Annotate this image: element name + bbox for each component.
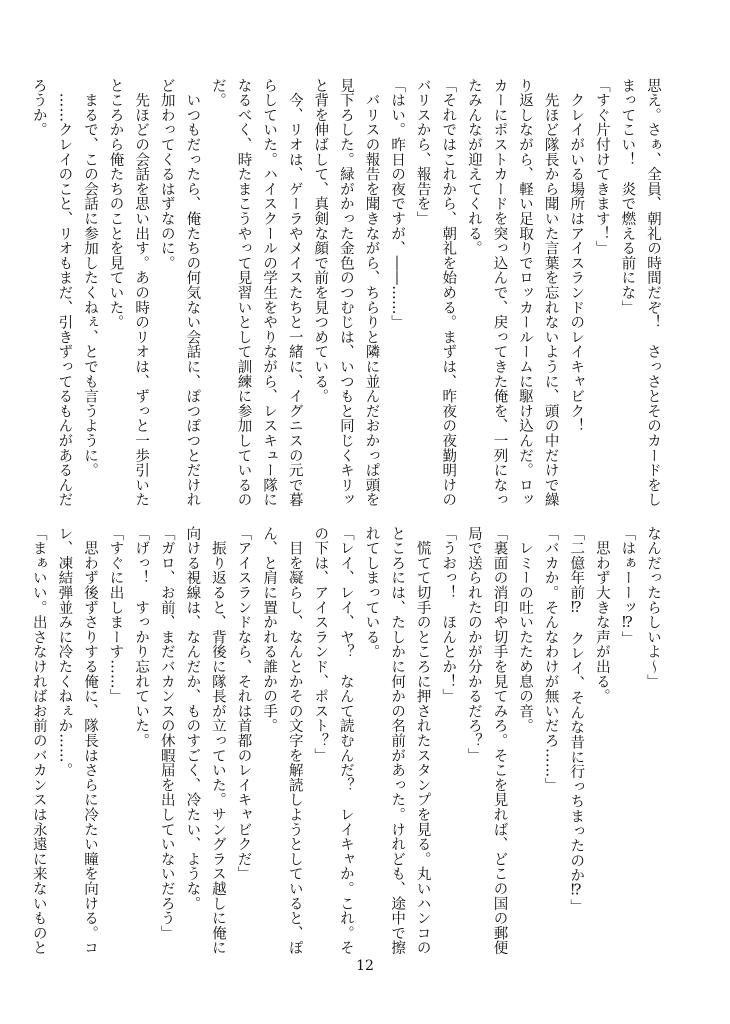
text-line: たみんなが迎えてくれる。	[465, 78, 482, 256]
text-line: 先ほどの会話を思い出す。あの時のリオは、ずっと一歩引いた	[133, 78, 150, 508]
text-line: 思わず大きな声が出る。	[593, 526, 610, 704]
text-line: と背を伸ばして、真剣な顔で前を見つめている。	[312, 78, 329, 404]
text-line: れてしまっている。	[363, 526, 380, 660]
text-line: 「はい。昨日の夜ですが、――……」	[389, 78, 406, 330]
text-line: 今、リオは、ゲーラやメイスたちと一緒に、イグニスの元で暮	[286, 78, 303, 508]
text-line: 「ガロ、お前、まだバカンスの休暇届を出していないだろう」	[158, 526, 175, 941]
text-line: 「げっ！ すっかり忘れていた。	[133, 526, 150, 748]
text-line: 局で送られたのかが分かるだろ？」	[465, 526, 482, 763]
text-line: 「うおっ！ ほんとか！」	[440, 526, 457, 704]
text-line: 向ける視線は、なんだか、ものすごく、冷たい、ような。	[184, 526, 201, 911]
text-line: バリスから、報告を」	[414, 78, 431, 226]
text-line: ……クレイのこと、リオもまだ、引きずってるもんがあるんだ	[56, 78, 73, 508]
text-line: 「アイスランドなら、それは首都のレイキャビクだ」	[235, 526, 252, 882]
text-line: 思え。さぁ、全員、朝礼の時間だぞ！ さっさとそのカードをし	[645, 78, 661, 508]
text-line: まってこい！ 炎で燃える前にな」	[619, 78, 636, 315]
text-line: 先ほど隊長から聞いた言葉を忘れないように、頭の中だけで繰	[542, 78, 559, 508]
text-line: なんだったらしいよ～」	[645, 526, 661, 689]
text-line: ろうか。	[30, 78, 47, 138]
text-line: 思わず後ずさりする俺に、隊長はさらに冷たい瞳を向ける。コ	[81, 526, 98, 956]
text-line: 「それではこれから、朝礼を始める。まずは、昨夜の夜勤明けの	[440, 78, 457, 508]
text-line: 「すぐ片付けてきます！」	[593, 78, 610, 256]
text-line: なるべく、時たまこうやって見習いとして訓練に参加しているの	[235, 78, 252, 508]
text-line: ん、と肩に置かれる誰かの手。	[261, 526, 278, 734]
text-line: 目を凝らし、なんとかその文字を解読しようとしていると、ぽ	[286, 526, 303, 956]
text-line: り返しながら、軽い足取りでロッカールームに駆け込んだ。ロッ	[517, 78, 534, 508]
text-line: レミーの吐いたため息の音。	[517, 526, 534, 734]
text-line: だ。	[209, 78, 226, 108]
text-line: 振り返ると、背後に隊長が立っていた。サングラス越しに俺に	[209, 526, 226, 956]
text-line: 「はぁーーッ⁉」	[619, 526, 636, 646]
text-line: いつもだったら、俺たちの何気ない会話に、ぽつぽつとだけれ	[184, 78, 201, 508]
text-line: 「バカか。そんなわけが無いだろ……」	[542, 526, 559, 793]
text-line: らしていた。ハイスクールの学生をやりながら、レスキュー隊に	[261, 78, 278, 508]
text-line: 「まぁいい。出さなければお前のバカンスは永遠に来ないものと	[30, 526, 47, 956]
text-line: カーにポストカードを突っ込んで、戻ってきた俺を、一列になっ	[491, 78, 508, 508]
text-block-upper	[30, 78, 665, 508]
page-number: 12	[356, 958, 374, 974]
text-line: 「すぐに出しまーす……」	[107, 526, 124, 704]
text-line: まるで、この会話に参加したくねぇ、とでも言うように。	[81, 78, 98, 478]
text-block-lower	[30, 526, 665, 956]
text-line: 「裏面の消印や切手を見てみろ。そこを見れば、どこの国の郵便	[491, 526, 508, 956]
text-line: 「レイ、レイ、ヤ？ なんて読むんだ？ レイキャか。これ。そ	[337, 526, 354, 956]
text-line: ど加わってくるはずなのに。	[158, 78, 175, 271]
text-line: 慌てて切手のところに押されたスタンプを見る。丸いハンコの	[414, 526, 431, 956]
text-line: 見下ろした。緑がかった金色のつむじは、いつもと同じくキリッ	[337, 78, 354, 508]
text-line: ところには、たしかに何かの名前があった。けれども、途中で擦	[389, 526, 406, 956]
text-line: レ、凍結弾並みに冷たくねぇか……。	[56, 526, 73, 778]
text-line: の下は、アイスランド、ポスト？」	[312, 526, 329, 763]
text-line: バリスの報告を聞きながら、ちらりと隣に並んだおかっぱ頭を	[363, 78, 380, 508]
text-line: クレイがいる場所はアイスランドのレイキャビク！	[568, 78, 585, 434]
text-line: 「二億年前⁉ クレイ、そんな昔に行っちまったのか⁉」	[568, 526, 585, 914]
text-line: ところから俺たちのことを見ていた。	[107, 78, 124, 330]
